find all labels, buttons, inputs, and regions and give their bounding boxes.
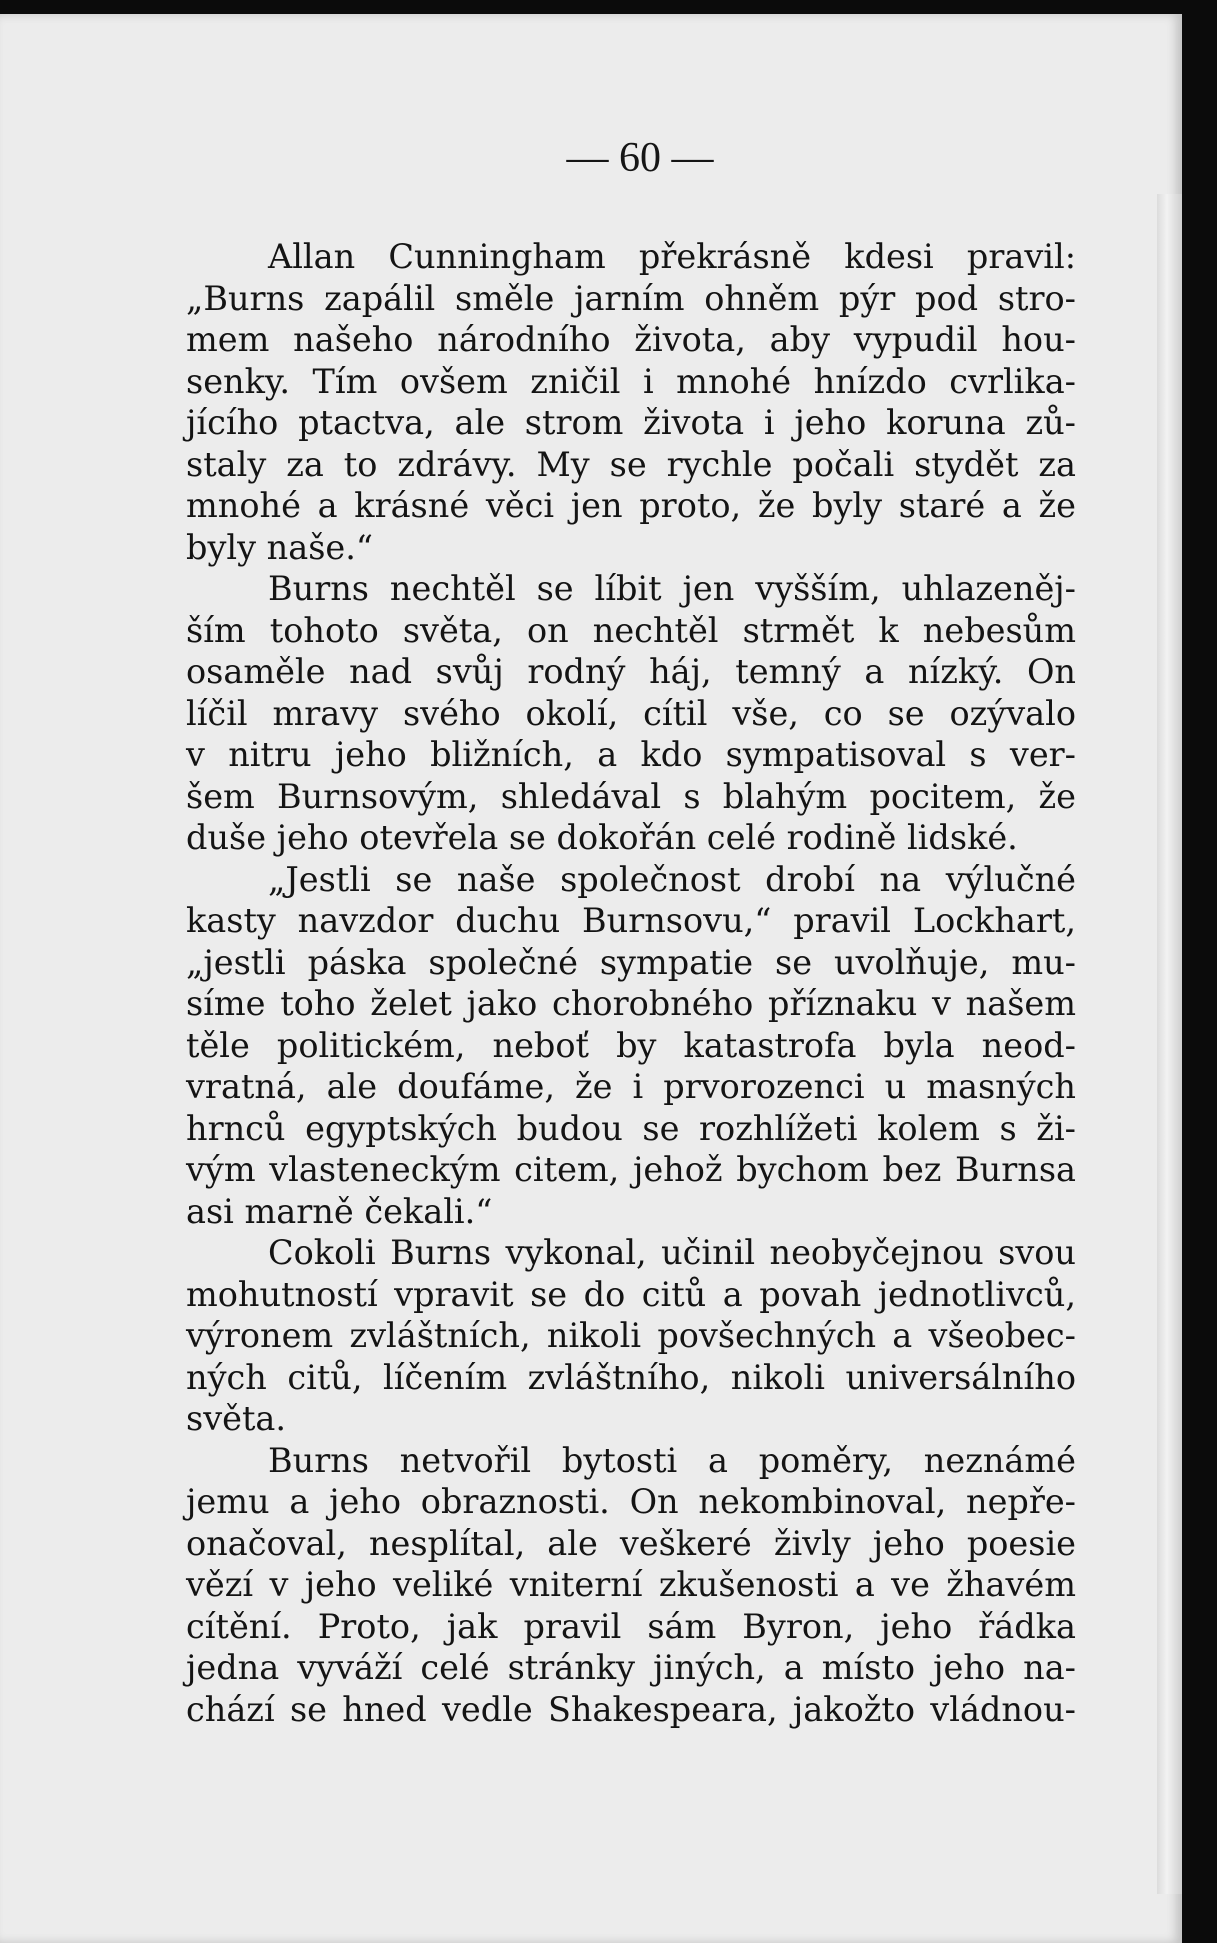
text-line: staly za to zdrávy. My se rychle počali stydět za [186,444,1076,484]
text-line: mohutností vpravit se do citů a povah jednotlivců, [186,1274,1076,1314]
text-line: v nitru jeho bližních, a kdo sympatisoval s ver- [186,735,1076,774]
text-line: ším tohoto světa, on nechtěl strmět k nebesům [186,610,1076,650]
text-line: hrnců egyptských budou se rozhlížeti kolem s ži- [186,1108,1076,1148]
book-spine-shadow [1182,0,1217,1943]
text-line: síme toho želet jako chorobného příznaku v našem [186,984,1076,1023]
text-line: ných citů, líčením zvláštního, nikoli universálního [186,1357,1076,1397]
text-line: „Burns zapálil směle jarním ohněm pýr pod stro- [186,278,1076,318]
text-line: kasty navzdor duchu Burnsovu,“ pravil Lockhart, [186,901,1076,940]
text-line: Burns netvořil bytosti a poměry, neznámé [268,1440,1076,1480]
text-line: šem Burnsovým, shledával s blahým pocitem, že [186,776,1076,816]
text-line: jícího ptactva, ale strom života i jeho koruna zů- [186,403,1076,442]
text-line: vězí v jeho veliké vniterní zkušenosti a ve žhavém [186,1565,1076,1604]
text-line: líčil mravy svého okolí, cítil vše, co se ozývalo [186,693,1076,733]
text-line: mnohé a krásné věci jen proto, že byly staré a že [186,486,1076,525]
text-line: těle politickém, neboť by katastrofa byla neod- [186,1025,1076,1065]
body-text [186,236,1076,1730]
text-line: jedna vyváží celé stránky jiných, a místo jeho na- [186,1648,1076,1687]
text-line: mem našeho národního života, aby vypudil hou- [186,320,1076,359]
text-line: vým vlasteneckým citem, jehož bychom bez Burnsa [186,1150,1076,1189]
text-line: senky. Tím ovšem zničil i mnohé hnízdo cvrlika- [186,361,1076,401]
text-line: výronem zvláštních, nikoli povšechných a všeobec- [186,1316,1076,1355]
text-line: světa. [186,1399,287,1438]
text-line: vratná, ale doufáme, že i prvorozenci u masných [186,1067,1076,1106]
text-line: cítění. Proto, jak pravil sám Byron, jeho řádka [186,1606,1076,1646]
text-line: byly naše.“ [186,527,373,567]
text-line: Allan Cunningham překrásně kdesi pravil: [268,237,1076,276]
text-line: chází se hned vedle Shakespeara, jakožto vládnou- [186,1689,1076,1729]
text-line: osaměle nad svůj rodný háj, temný a nízký. On [186,652,1076,691]
text-line: asi marně čekali.“ [186,1191,493,1231]
text-line: „jestli páska společné sympatie se uvolňuje, mu- [186,942,1076,982]
text-line: „Jestli se naše společnost drobí na výlučné [268,859,1076,899]
text-line: jemu a jeho obraznosti. On nekombinoval, nepře- [186,1482,1076,1521]
text-line: Burns nechtěl se líbit jen vyšším, uhlazeněj- [268,569,1076,608]
text-line: duše jeho otevřela se dokořán celé rodině lidské. [186,818,1018,857]
page-edge-shadow [1157,194,1182,1894]
text-line: onačoval, nesplítal, ale veškeré živly jeho poesie [186,1523,1076,1563]
page-number-header: — 60 — [566,135,714,181]
text-line: Cokoli Burns vykonal, učinil neobyčejnou svou [268,1233,1076,1272]
